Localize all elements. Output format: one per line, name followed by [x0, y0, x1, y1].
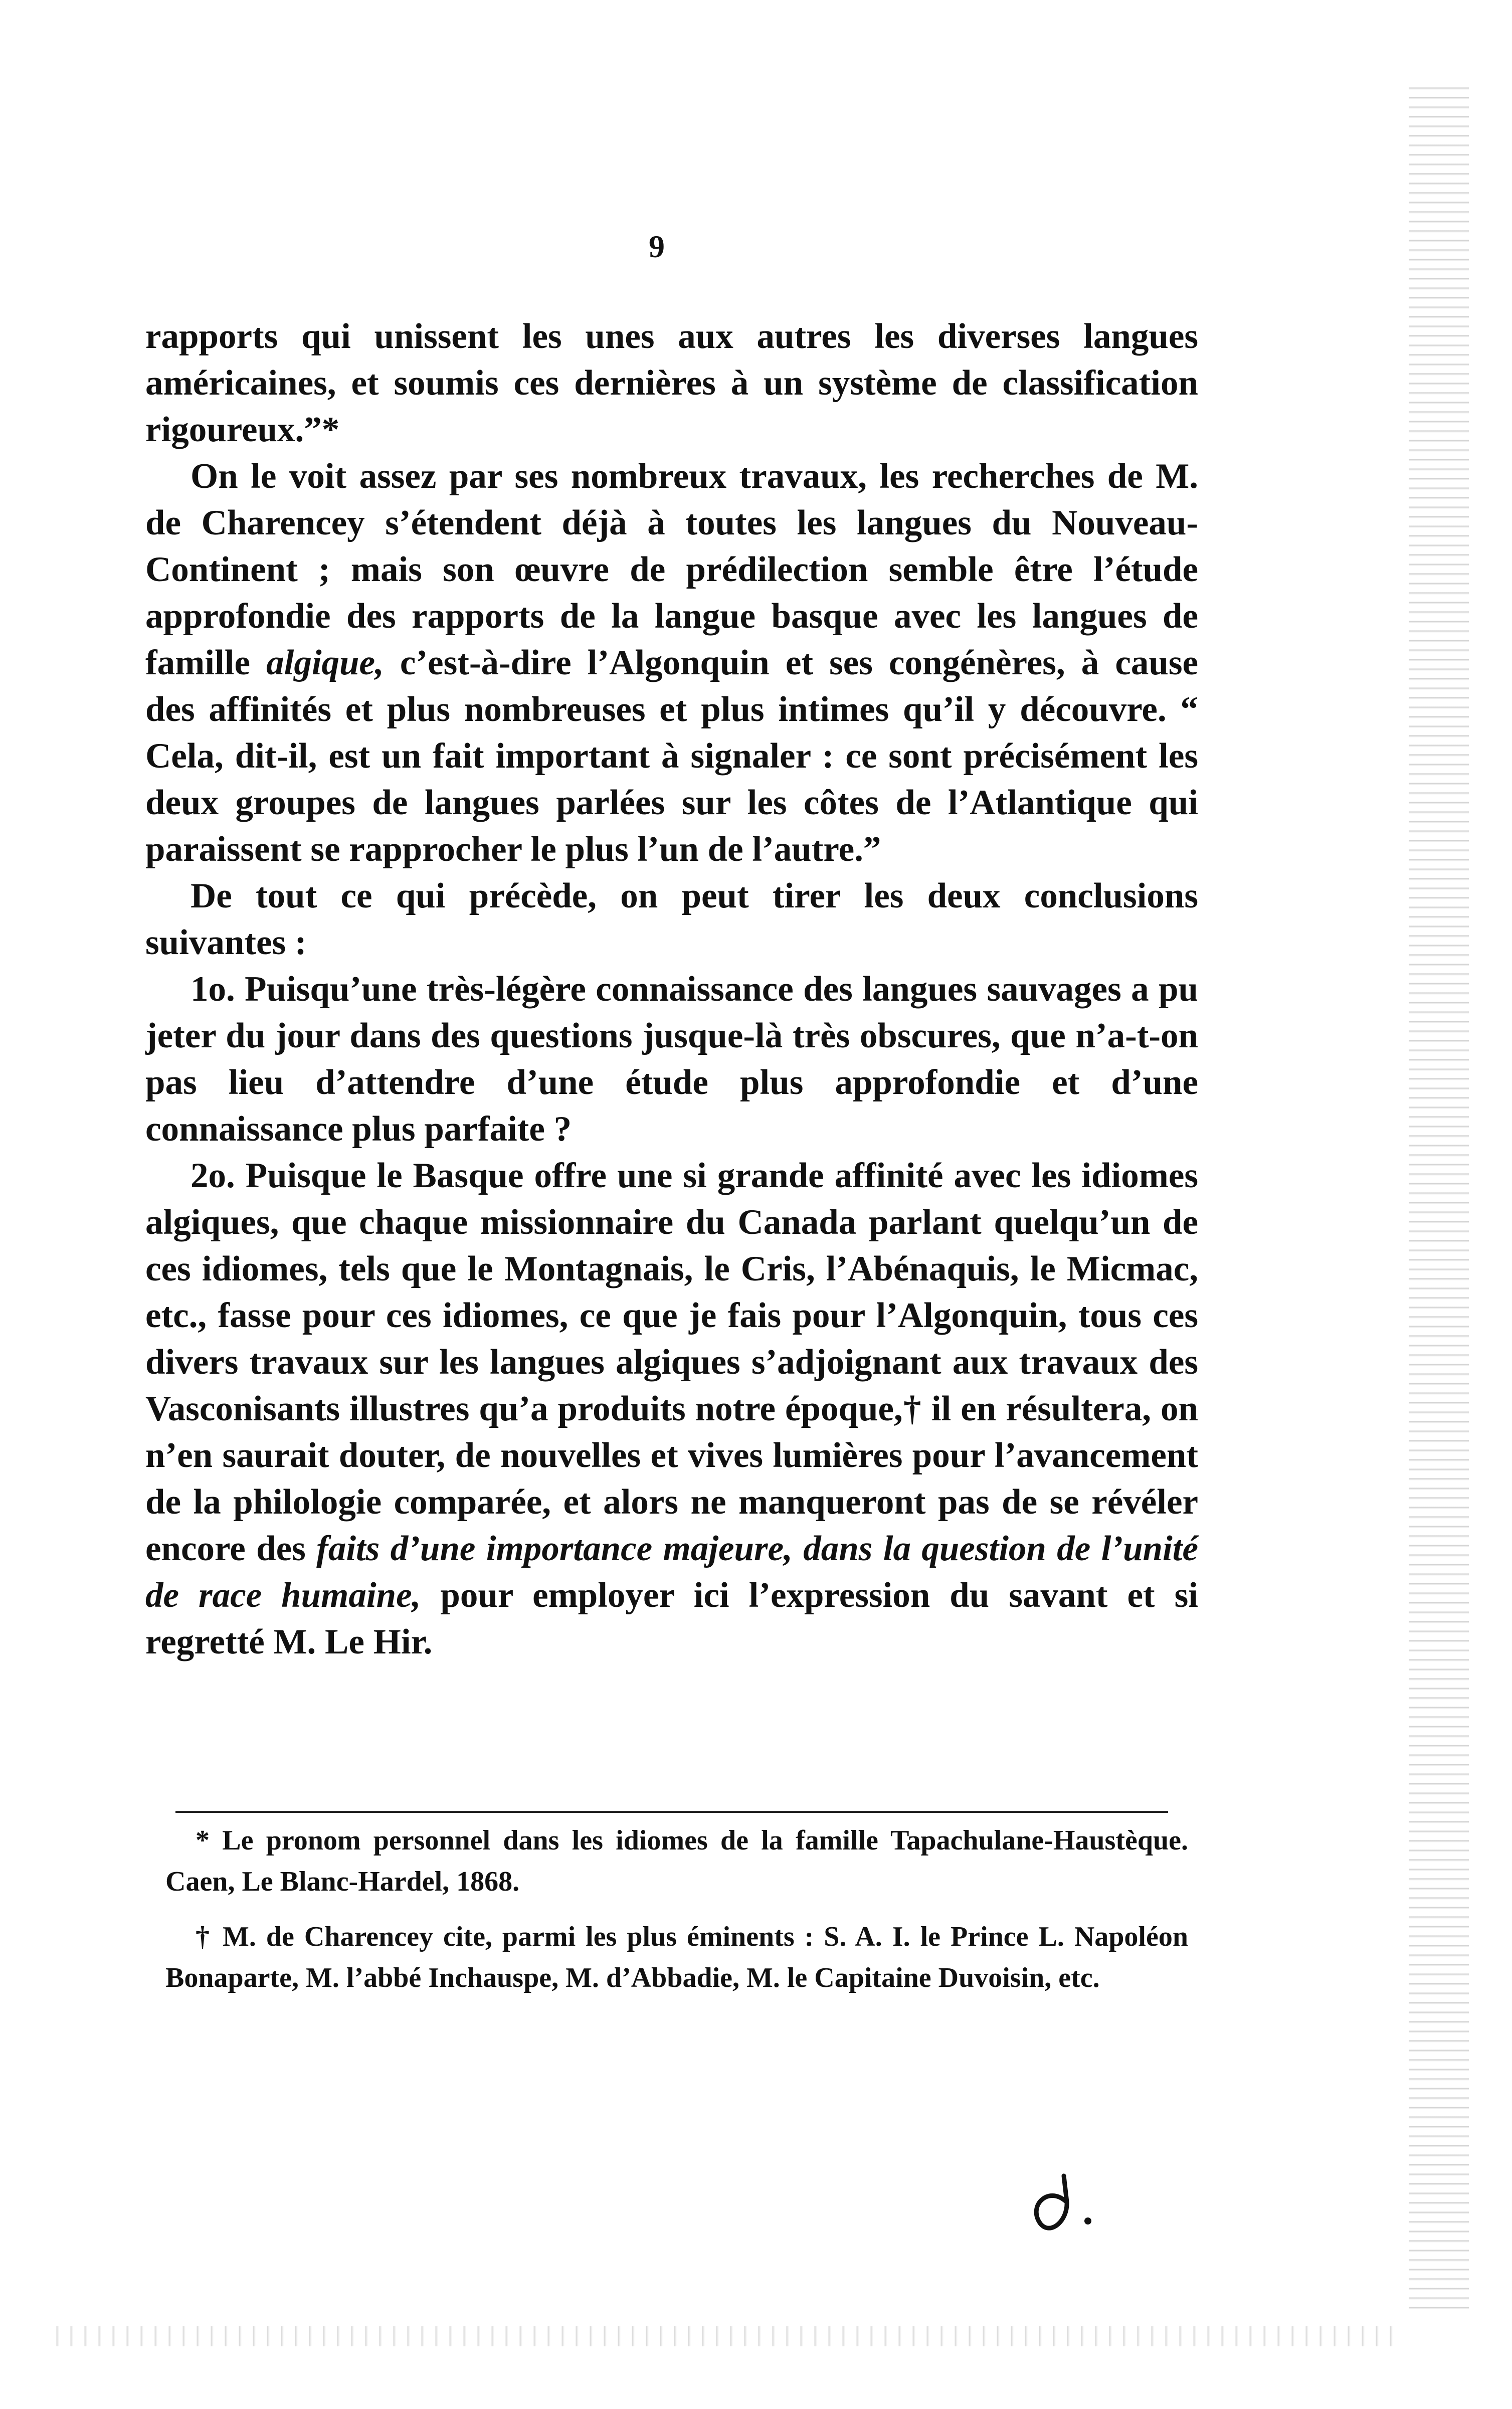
- handwritten-mark: [1018, 2166, 1108, 2246]
- paragraph-4: 1o. Puisqu’une très-légère connaissance des langues sauvages a pu jeter du jour dans des questions jusque-là très obscures, que n’a-t-on pas lieu d’attendre d’une étude plus approfondie et d’une connaissance plus parfaite ?: [145, 970, 1198, 1149]
- paragraph-2-italic: algique,: [266, 643, 384, 682]
- page-number: 9: [649, 229, 665, 264]
- paragraph-2: [145, 453, 1198, 873]
- paragraph-2-start: On le voit assez par ses nombreux travaux, les recherches de M. de Charencey s’étendent déjà à toutes les langues du Nouveau-Continent ; mais son œuvre de prédilection semble être l’étude approfondie des rapports de la langue basque avec les langues de famille: [145, 457, 1198, 682]
- scan-bottom-artifact: [45, 2326, 1399, 2346]
- paragraph-5-end: pour employer ici l’expression du savant et si regretté M. Le Hir.: [145, 1576, 1198, 1661]
- footnote-2: † M. de Charencey cite, parmi les plus éminents : S. A. I. le Prince L. Napoléon Bonaparte, M. l’abbé Inchauspe, M. d’Abbadie, M. le Capitaine Duvoisin, etc.: [165, 1921, 1188, 1993]
- scan-edge-artifact: [1409, 80, 1469, 2311]
- paragraph-2-end: c’est-à-dire l’Algonquin et ses congénères, à cause des affinités et plus nombreuses et plus intimes qu’il y découvre. “ Cela, dit-il, est un fait important à signaler : ce sont précisément les deux groupes de langues parlées sur les côtes de l’Atlantique qui paraissent se rapprocher le plus l’un de l’autre.”: [145, 643, 1198, 869]
- paragraph-5-italic: faits d’une importance majeure, dans la question de l’unité de race humaine,: [145, 1529, 1199, 1615]
- paragraph-1: rapports qui unissent les unes aux autres les diverses langues américaines, et soumis ces dernières à un système de classification rigoureux.”*: [145, 317, 1198, 449]
- paragraph-3: De tout ce qui précède, on peut tirer les deux conclusions suivantes :: [145, 876, 1198, 962]
- body-text: [145, 313, 1198, 1665]
- footnote-1: * Le pronom personnel dans les idiomes de la famille Tapachulane-Haustèque. Caen, Le Blanc-Hardel, 1868.: [165, 1825, 1188, 1897]
- paragraph-5-start: 2o. Puisque le Basque offre une si grande affinité avec les idiomes algiques, que chaque missionnaire du Canada parlant quelqu’un de ces idiomes, tels que le Montagnais, le Cris, l’Abénaquis, le Micmac, etc., fasse pour ces idiomes, ce que je fais pour l’Algonquin, tous ces divers travaux sur les langues algiques s’adjoignant aux travaux des Vasconisants illustres qu’a produits notre époque,† il en résultera, on n’en saurait douter, de nouvelles et vives lumières pour l’avancement de la philologie comparée, et alors ne manqueront pas de se révéler encore des: [145, 1156, 1198, 1568]
- footnotes: [165, 1820, 1188, 2012]
- paragraph-5: [145, 1153, 1198, 1665]
- footnote-divider: [175, 1811, 1168, 1813]
